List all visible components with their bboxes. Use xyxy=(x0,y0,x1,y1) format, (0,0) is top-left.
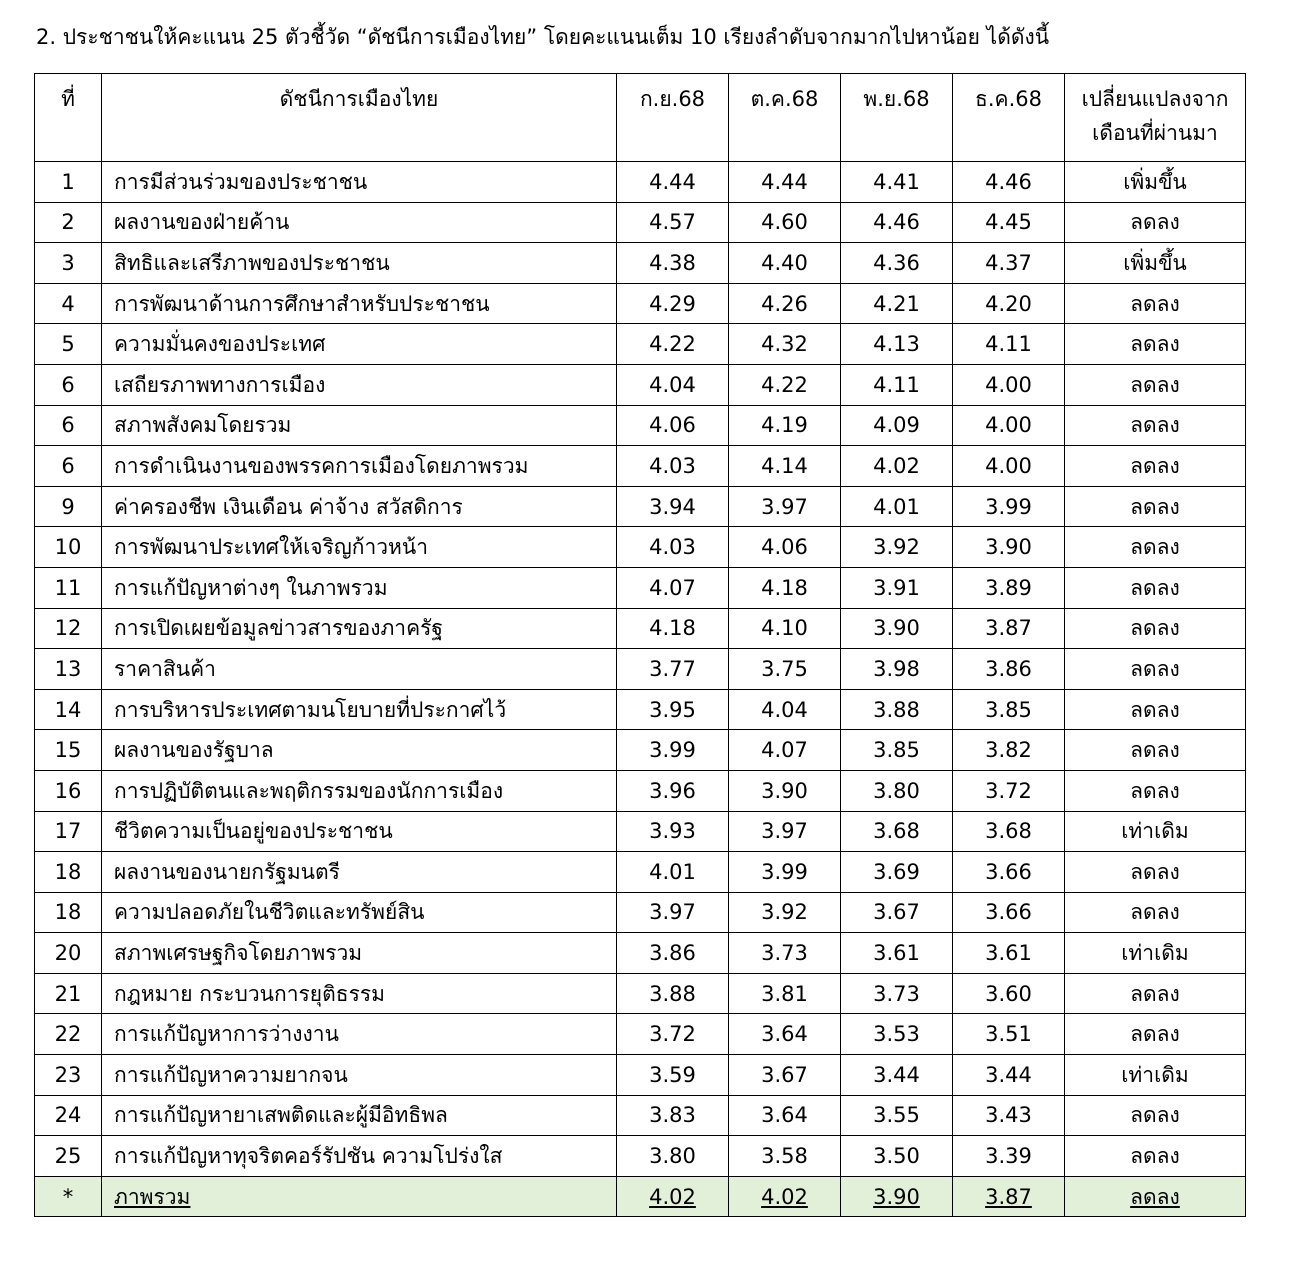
cell-sep-68: 3.99 xyxy=(617,730,729,771)
cell-change: ลดลง xyxy=(1065,486,1246,527)
cell-oct-68: 4.18 xyxy=(729,567,841,608)
cell-name: การแก้ปัญหาต่างๆ ในภาพรวม xyxy=(102,567,617,608)
cell-sep-68: 4.07 xyxy=(617,567,729,608)
cell-oct-68: 4.04 xyxy=(729,689,841,730)
cell-sep-68: 4.03 xyxy=(617,527,729,568)
cell-sep-68: 4.02 xyxy=(617,1176,729,1217)
table-row xyxy=(35,405,1246,446)
cell-name: การพัฒนาประเทศให้เจริญก้าวหน้า xyxy=(102,527,617,568)
cell-change: ลดลง xyxy=(1065,567,1246,608)
cell-nov-68: 3.98 xyxy=(841,649,953,690)
header-rank: ที่ xyxy=(35,74,102,162)
table-row xyxy=(35,770,1246,811)
cell-name: ภาพรวม xyxy=(102,1176,617,1217)
cell-nov-68: 4.46 xyxy=(841,202,953,243)
cell-rank: 14 xyxy=(35,689,102,730)
cell-change: ลดลง xyxy=(1065,1095,1246,1136)
cell-change: ลดลง xyxy=(1065,689,1246,730)
cell-oct-68: 4.10 xyxy=(729,608,841,649)
cell-name: การแก้ปัญหาการว่างงาน xyxy=(102,1014,617,1055)
header-nov-68: พ.ย.68 xyxy=(841,74,953,162)
cell-rank: 16 xyxy=(35,770,102,811)
cell-dec-68: 4.20 xyxy=(953,283,1065,324)
cell-sep-68: 4.44 xyxy=(617,162,729,203)
cell-nov-68: 3.90 xyxy=(841,1176,953,1217)
table-row xyxy=(35,1095,1246,1136)
table-row xyxy=(35,364,1246,405)
cell-dec-68: 3.72 xyxy=(953,770,1065,811)
cell-change: ลดลง xyxy=(1065,730,1246,771)
cell-rank: 1 xyxy=(35,162,102,203)
cell-nov-68: 3.69 xyxy=(841,852,953,893)
cell-oct-68: 4.40 xyxy=(729,243,841,284)
cell-dec-68: 3.39 xyxy=(953,1136,1065,1177)
cell-sep-68: 4.57 xyxy=(617,202,729,243)
cell-nov-68: 3.44 xyxy=(841,1055,953,1096)
cell-dec-68: 3.51 xyxy=(953,1014,1065,1055)
header-change xyxy=(1065,74,1246,162)
cell-dec-68: 3.68 xyxy=(953,811,1065,852)
header-dec-68: ธ.ค.68 xyxy=(953,74,1065,162)
table-row xyxy=(35,892,1246,933)
table-row xyxy=(35,1055,1246,1096)
cell-rank: 12 xyxy=(35,608,102,649)
cell-change: ลดลง xyxy=(1065,324,1246,365)
cell-rank: * xyxy=(35,1176,102,1217)
cell-change: ลดลง xyxy=(1065,1176,1246,1217)
cell-rank: 23 xyxy=(35,1055,102,1096)
cell-dec-68: 3.82 xyxy=(953,730,1065,771)
cell-nov-68: 4.09 xyxy=(841,405,953,446)
cell-rank: 2 xyxy=(35,202,102,243)
cell-sep-68: 4.18 xyxy=(617,608,729,649)
cell-name: การบริหารประเทศตามนโยบายที่ประกาศไว้ xyxy=(102,689,617,730)
cell-rank: 17 xyxy=(35,811,102,852)
cell-name: การดำเนินงานของพรรคการเมืองโดยภาพรวม xyxy=(102,446,617,487)
cell-change: เพิ่มขึ้น xyxy=(1065,243,1246,284)
cell-change: ลดลง xyxy=(1065,527,1246,568)
cell-name: ผลงานของฝ่ายค้าน xyxy=(102,202,617,243)
cell-sep-68: 3.86 xyxy=(617,933,729,974)
table-row xyxy=(35,973,1246,1014)
table-row xyxy=(35,730,1246,771)
cell-dec-68: 3.89 xyxy=(953,567,1065,608)
cell-name: ราคาสินค้า xyxy=(102,649,617,690)
table-row xyxy=(35,162,1246,203)
cell-change: ลดลง xyxy=(1065,649,1246,690)
cell-rank: 4 xyxy=(35,283,102,324)
cell-nov-68: 3.90 xyxy=(841,608,953,649)
cell-rank: 18 xyxy=(35,892,102,933)
politics-index-table xyxy=(34,73,1246,1217)
cell-change: เท่าเดิม xyxy=(1065,811,1246,852)
cell-rank: 24 xyxy=(35,1095,102,1136)
cell-sep-68: 4.38 xyxy=(617,243,729,284)
cell-oct-68: 3.73 xyxy=(729,933,841,974)
table-row xyxy=(35,446,1246,487)
cell-sep-68: 4.01 xyxy=(617,852,729,893)
cell-dec-68: 3.61 xyxy=(953,933,1065,974)
cell-nov-68: 3.50 xyxy=(841,1136,953,1177)
cell-dec-68: 4.46 xyxy=(953,162,1065,203)
table-row xyxy=(35,608,1246,649)
cell-rank: 22 xyxy=(35,1014,102,1055)
cell-name: ค่าครองชีพ เงินเดือน ค่าจ้าง สวัสดิการ xyxy=(102,486,617,527)
cell-dec-68: 3.60 xyxy=(953,973,1065,1014)
cell-name: ชีวิตความเป็นอยู่ของประชาชน xyxy=(102,811,617,852)
cell-oct-68: 3.99 xyxy=(729,852,841,893)
table-row xyxy=(35,1136,1246,1177)
cell-oct-68: 3.81 xyxy=(729,973,841,1014)
cell-sep-68: 3.95 xyxy=(617,689,729,730)
header-name: ดัชนีการเมืองไทย xyxy=(102,74,617,162)
cell-name: สิทธิและเสรีภาพของประชาชน xyxy=(102,243,617,284)
cell-sep-68: 3.77 xyxy=(617,649,729,690)
cell-sep-68: 3.80 xyxy=(617,1136,729,1177)
cell-dec-68: 4.37 xyxy=(953,243,1065,284)
cell-oct-68: 4.07 xyxy=(729,730,841,771)
cell-dec-68: 3.99 xyxy=(953,486,1065,527)
cell-sep-68: 3.59 xyxy=(617,1055,729,1096)
cell-dec-68: 3.87 xyxy=(953,1176,1065,1217)
cell-nov-68: 4.01 xyxy=(841,486,953,527)
section-heading: 2. ประชาชนให้คะแนน 25 ตัวชี้วัด “ดัชนีการเมืองไทย” โดยคะแนนเต็ม 10 เรียงลำดับจากมากไปหาน้อย ได้ดังนี้ xyxy=(36,25,1050,49)
cell-oct-68: 3.58 xyxy=(729,1136,841,1177)
cell-name: สภาพสังคมโดยรวม xyxy=(102,405,617,446)
cell-rank: 11 xyxy=(35,567,102,608)
table-row xyxy=(35,811,1246,852)
cell-oct-68: 4.14 xyxy=(729,446,841,487)
cell-nov-68: 3.92 xyxy=(841,527,953,568)
cell-oct-68: 4.44 xyxy=(729,162,841,203)
cell-change: ลดลง xyxy=(1065,892,1246,933)
table-row xyxy=(35,567,1246,608)
header-oct-68: ต.ค.68 xyxy=(729,74,841,162)
cell-change: ลดลง xyxy=(1065,405,1246,446)
cell-nov-68: 3.91 xyxy=(841,567,953,608)
cell-change: ลดลง xyxy=(1065,202,1246,243)
cell-sep-68: 4.04 xyxy=(617,364,729,405)
cell-nov-68: 3.73 xyxy=(841,973,953,1014)
cell-sep-68: 3.93 xyxy=(617,811,729,852)
cell-sep-68: 3.97 xyxy=(617,892,729,933)
cell-nov-68: 3.68 xyxy=(841,811,953,852)
cell-nov-68: 3.67 xyxy=(841,892,953,933)
cell-rank: 18 xyxy=(35,852,102,893)
cell-change: ลดลง xyxy=(1065,608,1246,649)
total-row xyxy=(35,1176,1246,1217)
cell-sep-68: 3.88 xyxy=(617,973,729,1014)
cell-nov-68: 3.80 xyxy=(841,770,953,811)
cell-name: กฎหมาย กระบวนการยุติธรรม xyxy=(102,973,617,1014)
cell-name: ผลงานของนายกรัฐมนตรี xyxy=(102,852,617,893)
table-row xyxy=(35,1014,1246,1055)
cell-dec-68: 4.45 xyxy=(953,202,1065,243)
cell-rank: 25 xyxy=(35,1136,102,1177)
cell-oct-68: 4.26 xyxy=(729,283,841,324)
header-change-line2: เดือนที่ผ่านมา xyxy=(1092,121,1218,145)
cell-oct-68: 4.60 xyxy=(729,202,841,243)
cell-sep-68: 3.94 xyxy=(617,486,729,527)
cell-name: การแก้ปัญหาความยากจน xyxy=(102,1055,617,1096)
header-sep-68: ก.ย.68 xyxy=(617,74,729,162)
cell-dec-68: 4.00 xyxy=(953,364,1065,405)
cell-change: ลดลง xyxy=(1065,446,1246,487)
cell-nov-68: 4.11 xyxy=(841,364,953,405)
cell-name: การปฏิบัติตนและพฤติกรรมของนักการเมือง xyxy=(102,770,617,811)
cell-oct-68: 3.67 xyxy=(729,1055,841,1096)
cell-change: ลดลง xyxy=(1065,364,1246,405)
cell-oct-68: 4.02 xyxy=(729,1176,841,1217)
cell-oct-68: 4.06 xyxy=(729,527,841,568)
cell-dec-68: 3.90 xyxy=(953,527,1065,568)
cell-oct-68: 3.92 xyxy=(729,892,841,933)
cell-name: ความมั่นคงของประเทศ xyxy=(102,324,617,365)
cell-rank: 21 xyxy=(35,973,102,1014)
table-row xyxy=(35,243,1246,284)
table-row xyxy=(35,324,1246,365)
cell-nov-68: 4.21 xyxy=(841,283,953,324)
cell-sep-68: 4.29 xyxy=(617,283,729,324)
cell-sep-68: 3.72 xyxy=(617,1014,729,1055)
cell-name: สภาพเศรษฐกิจโดยภาพรวม xyxy=(102,933,617,974)
cell-nov-68: 3.85 xyxy=(841,730,953,771)
cell-rank: 6 xyxy=(35,364,102,405)
cell-dec-68: 3.85 xyxy=(953,689,1065,730)
cell-rank: 10 xyxy=(35,527,102,568)
cell-change: เพิ่มขึ้น xyxy=(1065,162,1246,203)
table-row xyxy=(35,202,1246,243)
cell-oct-68: 3.64 xyxy=(729,1014,841,1055)
cell-dec-68: 4.00 xyxy=(953,405,1065,446)
cell-rank: 5 xyxy=(35,324,102,365)
cell-oct-68: 3.97 xyxy=(729,486,841,527)
cell-oct-68: 3.75 xyxy=(729,649,841,690)
cell-rank: 13 xyxy=(35,649,102,690)
cell-change: เท่าเดิม xyxy=(1065,933,1246,974)
cell-dec-68: 3.66 xyxy=(953,852,1065,893)
cell-nov-68: 3.88 xyxy=(841,689,953,730)
cell-sep-68: 4.22 xyxy=(617,324,729,365)
cell-name: การเปิดเผยข้อมูลข่าวสารของภาครัฐ xyxy=(102,608,617,649)
table-row xyxy=(35,852,1246,893)
cell-sep-68: 3.83 xyxy=(617,1095,729,1136)
cell-rank: 9 xyxy=(35,486,102,527)
cell-change: เท่าเดิม xyxy=(1065,1055,1246,1096)
table-row xyxy=(35,486,1246,527)
table-row xyxy=(35,689,1246,730)
table-row xyxy=(35,649,1246,690)
header-row xyxy=(35,74,1246,162)
cell-oct-68: 4.19 xyxy=(729,405,841,446)
table-row xyxy=(35,283,1246,324)
cell-sep-68: 3.96 xyxy=(617,770,729,811)
cell-oct-68: 4.22 xyxy=(729,364,841,405)
header-change-line1: เปลี่ยนแปลงจาก xyxy=(1081,87,1229,111)
cell-sep-68: 4.06 xyxy=(617,405,729,446)
cell-rank: 3 xyxy=(35,243,102,284)
cell-dec-68: 4.11 xyxy=(953,324,1065,365)
cell-nov-68: 4.02 xyxy=(841,446,953,487)
cell-nov-68: 4.36 xyxy=(841,243,953,284)
cell-change: ลดลง xyxy=(1065,283,1246,324)
cell-dec-68: 3.44 xyxy=(953,1055,1065,1096)
cell-change: ลดลง xyxy=(1065,770,1246,811)
cell-name: การมีส่วนร่วมของประชาชน xyxy=(102,162,617,203)
cell-nov-68: 4.41 xyxy=(841,162,953,203)
cell-nov-68: 3.55 xyxy=(841,1095,953,1136)
cell-change: ลดลง xyxy=(1065,852,1246,893)
table-body xyxy=(35,162,1246,1217)
cell-dec-68: 3.43 xyxy=(953,1095,1065,1136)
cell-oct-68: 3.64 xyxy=(729,1095,841,1136)
cell-nov-68: 4.13 xyxy=(841,324,953,365)
cell-change: ลดลง xyxy=(1065,1014,1246,1055)
cell-dec-68: 3.66 xyxy=(953,892,1065,933)
cell-rank: 20 xyxy=(35,933,102,974)
cell-dec-68: 3.86 xyxy=(953,649,1065,690)
cell-dec-68: 3.87 xyxy=(953,608,1065,649)
cell-name: ความปลอดภัยในชีวิตและทรัพย์สิน xyxy=(102,892,617,933)
cell-rank: 6 xyxy=(35,405,102,446)
cell-dec-68: 4.00 xyxy=(953,446,1065,487)
cell-sep-68: 4.03 xyxy=(617,446,729,487)
cell-name: การพัฒนาด้านการศึกษาสำหรับประชาชน xyxy=(102,283,617,324)
cell-name: การแก้ปัญหาทุจริตคอร์รัปชัน ความโปร่งใส xyxy=(102,1136,617,1177)
cell-name: เสถียรภาพทางการเมือง xyxy=(102,364,617,405)
cell-rank: 6 xyxy=(35,446,102,487)
cell-change: ลดลง xyxy=(1065,1136,1246,1177)
cell-oct-68: 3.90 xyxy=(729,770,841,811)
table-row xyxy=(35,527,1246,568)
cell-rank: 15 xyxy=(35,730,102,771)
cell-name: การแก้ปัญหายาเสพติดและผู้มีอิทธิพล xyxy=(102,1095,617,1136)
cell-oct-68: 3.97 xyxy=(729,811,841,852)
cell-change: ลดลง xyxy=(1065,973,1246,1014)
cell-oct-68: 4.32 xyxy=(729,324,841,365)
cell-nov-68: 3.53 xyxy=(841,1014,953,1055)
cell-nov-68: 3.61 xyxy=(841,933,953,974)
table-row xyxy=(35,933,1246,974)
cell-name: ผลงานของรัฐบาล xyxy=(102,730,617,771)
